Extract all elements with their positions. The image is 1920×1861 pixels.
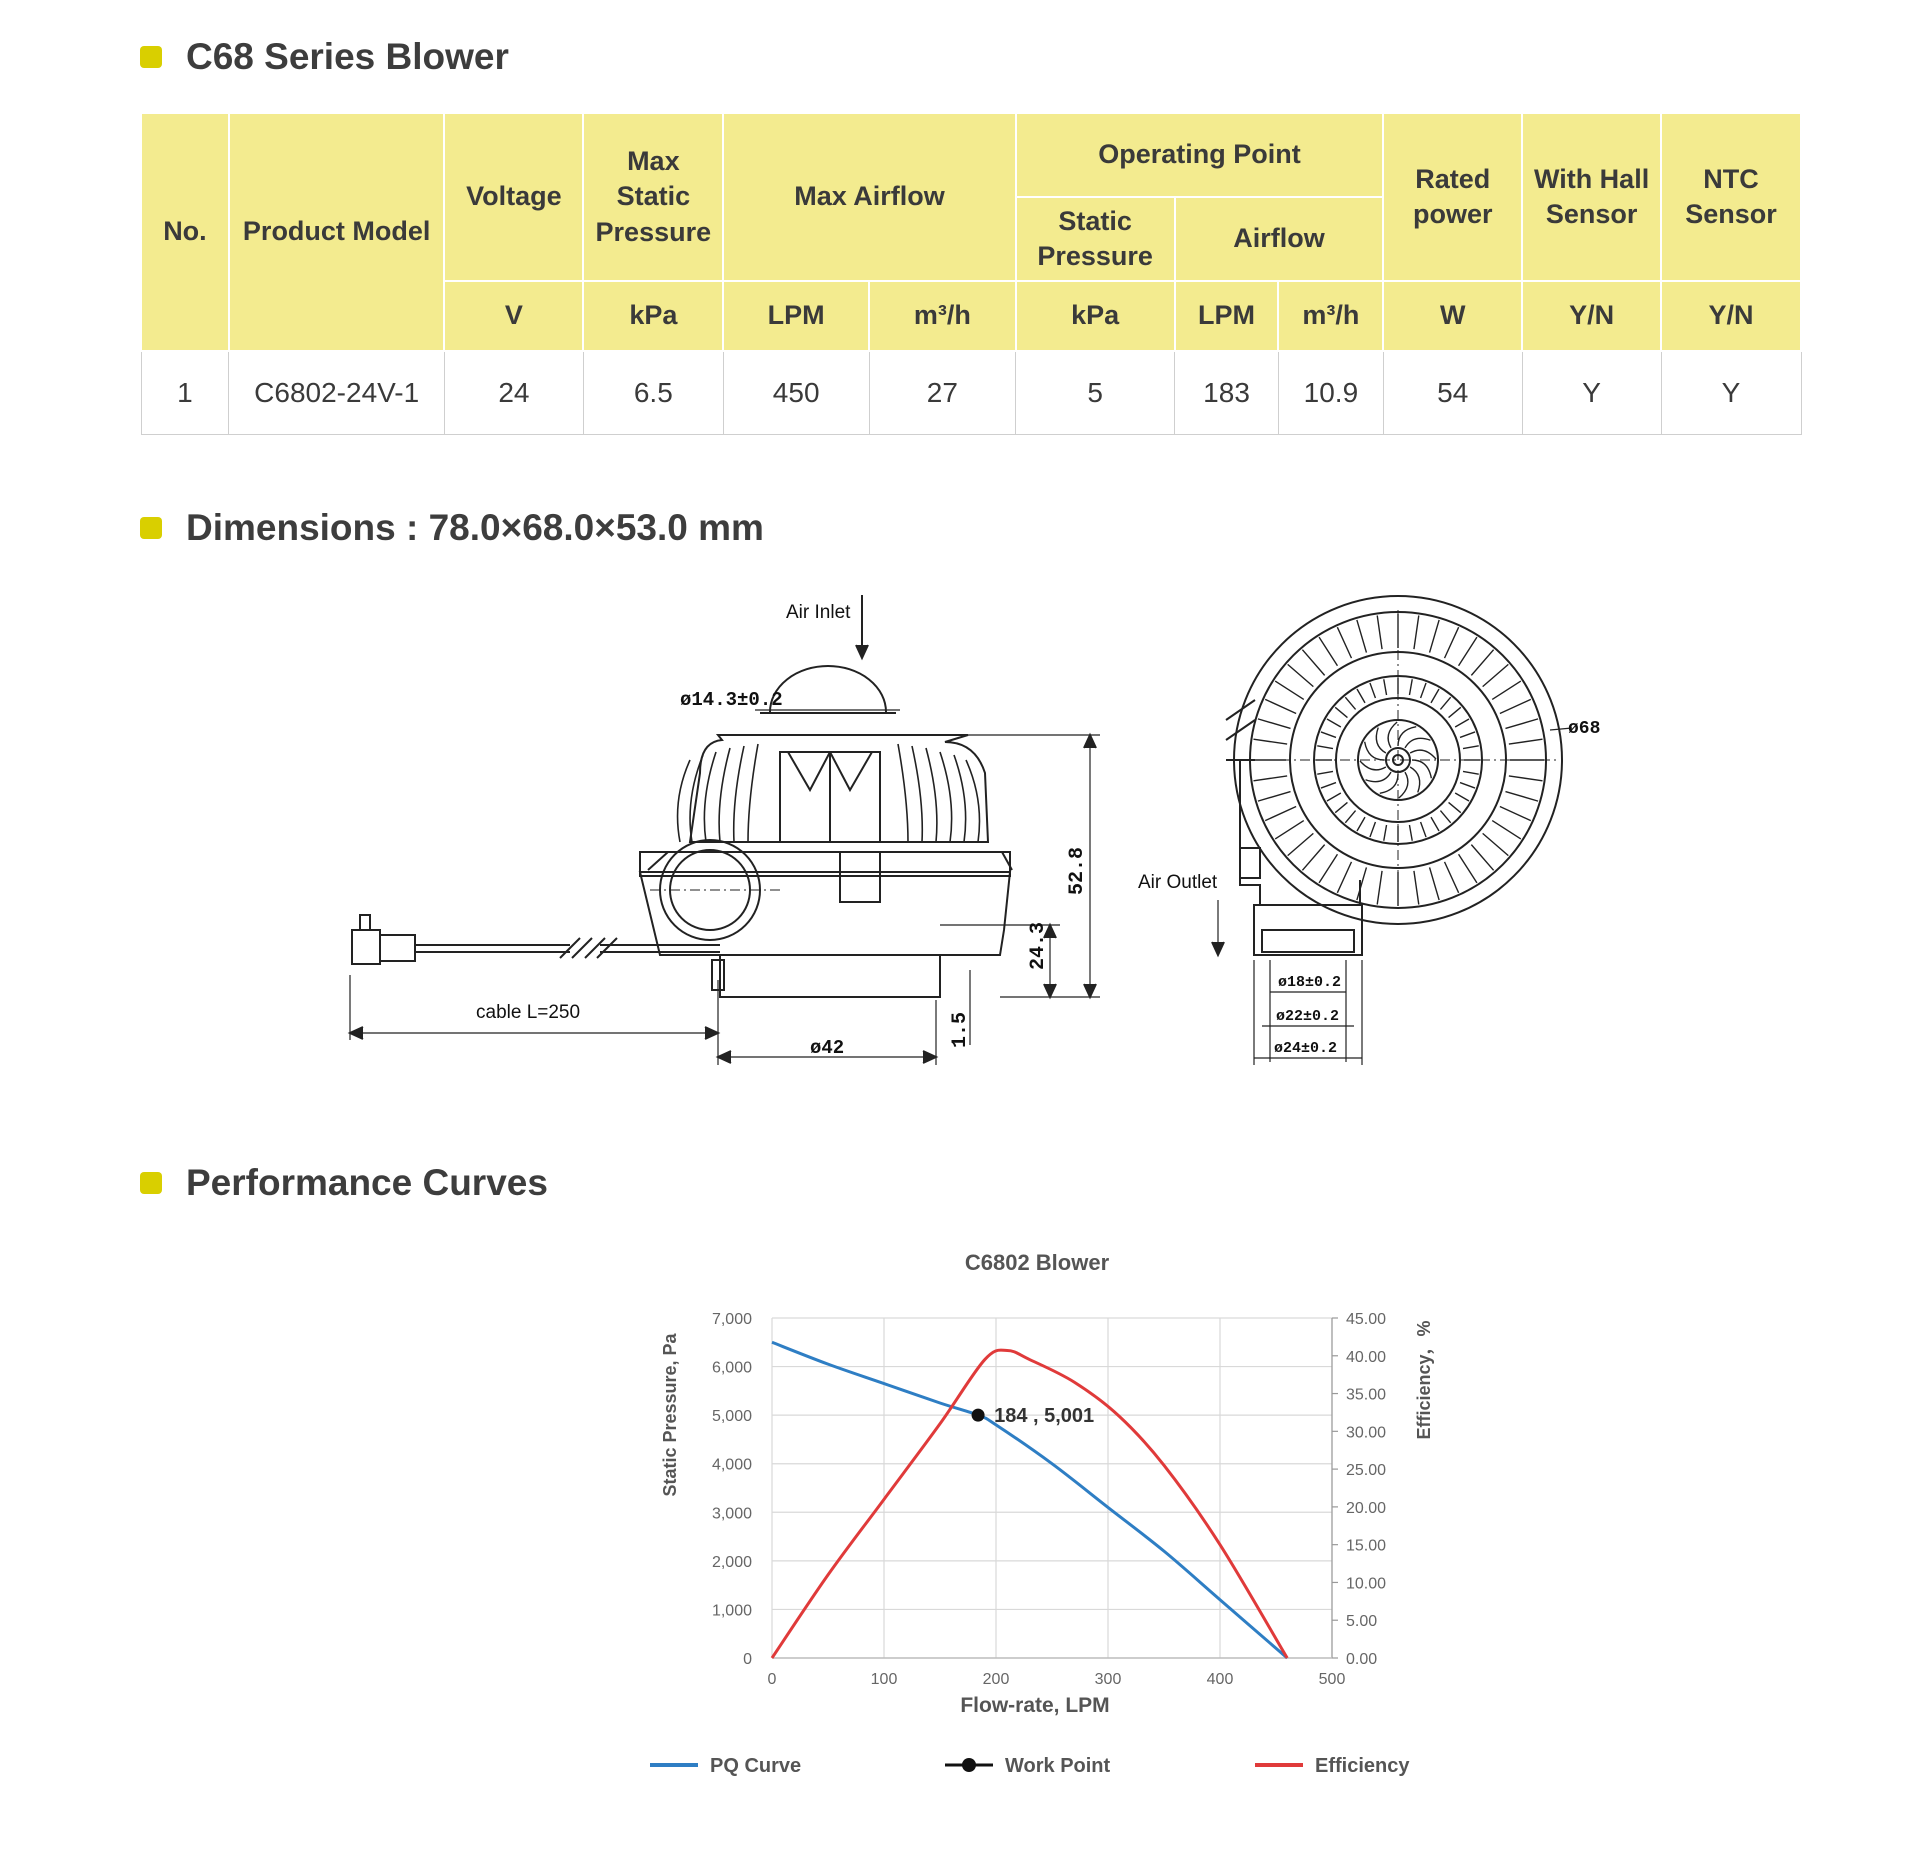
- slot-line: [1449, 802, 1461, 812]
- fin-line: [1509, 776, 1543, 781]
- cell-ntc: Y: [1661, 351, 1801, 435]
- header-rated-power: Rated power: [1383, 113, 1522, 281]
- cell-model: C6802-24V-1: [229, 351, 445, 435]
- outlet-diameter-3-label: ø24±0.2: [1274, 1040, 1338, 1057]
- slot-line: [1345, 811, 1355, 823]
- impeller-blade: [1360, 761, 1386, 770]
- performance-section-heading: [140, 1162, 548, 1204]
- y-tick-label: 3,000: [711, 1505, 752, 1523]
- slot-line: [1384, 679, 1387, 695]
- efficiency-curve: [772, 1350, 1287, 1658]
- fin-line: [1505, 719, 1538, 729]
- fin-line: [1275, 821, 1304, 839]
- slot-line: [1440, 697, 1450, 709]
- fin-line: [1492, 821, 1521, 839]
- fin-line: [1377, 615, 1382, 649]
- work-point-marker: [972, 1409, 985, 1422]
- impeller-blade: [1405, 738, 1430, 748]
- fin-line: [1357, 620, 1367, 653]
- legend-pq-label: PQ Curve: [710, 1755, 802, 1777]
- slot-line: [1455, 793, 1469, 801]
- unit-rated-power: W: [1383, 281, 1522, 351]
- fin-line: [1302, 845, 1324, 871]
- dimensions-title: Dimensions : 78.0×68.0×53.0 mm: [186, 507, 764, 548]
- y2-tick-label: 10.00: [1346, 1575, 1387, 1593]
- fin-line: [1377, 871, 1382, 905]
- fin-line: [1357, 867, 1367, 900]
- impeller-blade: [1410, 750, 1436, 759]
- fin-line: [1265, 699, 1296, 713]
- fin-line: [1258, 792, 1291, 802]
- header-max-airflow: Max Airflow: [723, 113, 1015, 281]
- fin-line: [1445, 627, 1459, 658]
- x-tick-label: 500: [1318, 1671, 1346, 1688]
- unit-max-airflow-m3h: m³/h: [869, 281, 1016, 351]
- slot-line: [1463, 746, 1479, 749]
- unit-voltage: V: [444, 281, 583, 351]
- impeller-blade: [1398, 727, 1416, 746]
- fin-line: [1288, 833, 1314, 855]
- slot-line: [1409, 825, 1412, 841]
- y2-tick-label: 20.00: [1346, 1499, 1387, 1517]
- cell-max-airflow-lpm: 450: [723, 351, 869, 435]
- impeller-blade: [1399, 772, 1408, 798]
- header-hall-sensor: With Hall Sensor: [1522, 113, 1661, 281]
- series-title: C68 Series Blower: [186, 36, 509, 77]
- header-operating-point: Operating Point: [1016, 113, 1384, 197]
- inlet-diameter-label: ø14.3±0.2: [680, 689, 783, 711]
- bullet-icon: [140, 1172, 162, 1194]
- y-tick-label: 5,000: [711, 1408, 752, 1426]
- header-voltage: Voltage: [444, 113, 583, 281]
- fin-line: [1337, 627, 1351, 658]
- cell-op-airflow-lpm: 183: [1175, 351, 1279, 435]
- slot-line: [1460, 783, 1475, 788]
- fin-line: [1483, 664, 1509, 686]
- slot-line: [1317, 771, 1333, 774]
- fin-line: [1302, 650, 1324, 676]
- y2-axis-label: Efficiency，%: [1414, 1320, 1434, 1440]
- chart-title: C6802 Blower: [964, 1250, 1110, 1275]
- slot-line: [1327, 793, 1341, 801]
- work-point-label: 184 , 5,001: [994, 1405, 1095, 1428]
- slot-line: [1335, 802, 1347, 812]
- fin-line: [1471, 845, 1493, 871]
- slot-line: [1345, 697, 1355, 709]
- slot-line: [1431, 817, 1439, 831]
- fin-line: [1288, 664, 1314, 686]
- x-tick-label: 300: [1094, 1671, 1122, 1688]
- y2-tick-label: 35.00: [1346, 1386, 1387, 1404]
- cell-voltage: 24: [444, 351, 583, 435]
- header-max-static-pressure: Max Static Pressure: [583, 113, 723, 281]
- y2-tick-label: 15.00: [1346, 1537, 1387, 1555]
- impeller-blade: [1388, 722, 1397, 748]
- fin-line: [1337, 862, 1351, 893]
- impeller-blade: [1376, 728, 1386, 753]
- cell-hall: Y: [1522, 351, 1661, 435]
- y-tick-label: 6,000: [711, 1359, 752, 1377]
- y2-tick-label: 30.00: [1346, 1424, 1387, 1442]
- cell-op-pressure: 5: [1016, 351, 1175, 435]
- y-tick-label: 0: [743, 1651, 752, 1668]
- inlet-dome: [770, 666, 886, 712]
- slot-line: [1327, 719, 1341, 727]
- slot-line: [1321, 732, 1336, 737]
- slot-line: [1460, 732, 1475, 737]
- fin-line: [1414, 871, 1419, 905]
- impeller-blade: [1365, 742, 1384, 760]
- height-lower-label: 24.3: [1027, 921, 1050, 970]
- slot-line: [1409, 679, 1412, 695]
- header-op-airflow: Airflow: [1175, 197, 1384, 281]
- y2-tick-label: 40.00: [1346, 1348, 1387, 1366]
- slot-line: [1370, 683, 1375, 698]
- cell-max-pressure: 6.5: [583, 351, 723, 435]
- y-tick-label: 2,000: [711, 1553, 752, 1571]
- unit-max-static-pressure: kPa: [583, 281, 723, 351]
- header-no: No.: [141, 113, 229, 351]
- slot-line: [1370, 822, 1375, 837]
- slot-line: [1357, 689, 1365, 703]
- unit-max-airflow-lpm: LPM: [723, 281, 869, 351]
- y2-tick-label: 0.00: [1346, 1651, 1378, 1668]
- x-tick-label: 100: [870, 1671, 898, 1688]
- impeller-blade: [1366, 772, 1391, 782]
- unit-ntc-sensor: Y/N: [1661, 281, 1801, 351]
- slot-line: [1421, 683, 1426, 698]
- fin-line: [1430, 620, 1440, 653]
- fin-line: [1500, 699, 1531, 713]
- fin-line: [1492, 681, 1521, 699]
- fin-line: [1319, 854, 1337, 883]
- x-tick-label: 0: [767, 1671, 777, 1688]
- legend-work-point-marker: [962, 1758, 976, 1772]
- x-tick-label: 400: [1206, 1671, 1234, 1688]
- unit-op-static-pressure: kPa: [1016, 281, 1175, 351]
- y-tick-label: 7,000: [711, 1311, 752, 1328]
- fin-line: [1265, 807, 1296, 821]
- unit-op-airflow-m3h: m³/h: [1278, 281, 1383, 351]
- header-ntc-sensor: NTC Sensor: [1661, 113, 1801, 281]
- fin-line: [1505, 792, 1538, 802]
- base-offset-label: 1.5: [949, 1011, 972, 1048]
- slot-line: [1317, 746, 1333, 749]
- fin-line: [1414, 615, 1419, 649]
- fin-line: [1483, 833, 1509, 855]
- y2-tick-label: 25.00: [1346, 1462, 1387, 1480]
- legend-efficiency-label: Efficiency: [1315, 1755, 1410, 1777]
- unit-hall-sensor: Y/N: [1522, 281, 1661, 351]
- slot-line: [1384, 825, 1387, 841]
- header-product-model: Product Model: [229, 113, 445, 351]
- cable-label: cable L=250: [476, 1002, 581, 1023]
- fin-line: [1430, 867, 1440, 900]
- fin-line: [1509, 739, 1543, 744]
- header-op-static-pressure: Static Pressure: [1016, 197, 1175, 281]
- y-tick-label: 4,000: [711, 1456, 752, 1474]
- slot-line: [1431, 689, 1439, 703]
- y2-tick-label: 45.00: [1346, 1311, 1387, 1328]
- impeller-blade: [1410, 767, 1420, 792]
- slot-line: [1463, 771, 1479, 774]
- pq-curve: [772, 1342, 1287, 1658]
- fin-line: [1471, 650, 1493, 676]
- outlet-diameter-2-label: ø22±0.2: [1276, 1008, 1340, 1025]
- legend-work-point-label: Work Point: [1005, 1755, 1111, 1777]
- slot-line: [1335, 707, 1347, 717]
- performance-title: Performance Curves: [186, 1162, 548, 1203]
- y2-tick-label: 5.00: [1346, 1613, 1378, 1631]
- cell-rated-power: 54: [1383, 351, 1522, 435]
- y-tick-label: 1,000: [711, 1602, 752, 1620]
- fin-line: [1275, 681, 1304, 699]
- y-axis-label: Static Pressure, Pa: [660, 1333, 680, 1497]
- fin-line: [1319, 637, 1337, 666]
- outer-diameter-label: ø68: [1568, 719, 1601, 739]
- fin-line: [1253, 776, 1287, 781]
- impeller-blade: [1412, 760, 1431, 778]
- fin-line: [1258, 719, 1291, 729]
- unit-op-airflow-lpm: LPM: [1175, 281, 1279, 351]
- fin-line: [1459, 637, 1477, 666]
- fin-line: [1459, 854, 1477, 883]
- height-total-label: 52.8: [1066, 846, 1089, 895]
- outlet-diameter-1-label: ø18±0.2: [1278, 974, 1342, 991]
- x-tick-label: 200: [982, 1671, 1010, 1688]
- air-outlet-label: Air Outlet: [1138, 872, 1218, 893]
- fin-line: [1445, 862, 1459, 893]
- cell-op-airflow-m3h: 10.9: [1278, 351, 1383, 435]
- slot-line: [1357, 817, 1365, 831]
- air-inlet-label: Air Inlet: [786, 602, 851, 623]
- base-diameter-label: ø42: [810, 1037, 845, 1059]
- fin-line: [1500, 807, 1531, 821]
- front-view: [1226, 596, 1572, 955]
- impeller-blade: [1380, 774, 1398, 793]
- fin-line: [1253, 739, 1287, 744]
- cell-max-airflow-m3h: 27: [869, 351, 1016, 435]
- slot-line: [1421, 822, 1426, 837]
- slot-line: [1440, 811, 1450, 823]
- slot-line: [1455, 719, 1469, 727]
- x-axis-label: Flow-rate, LPM: [960, 1694, 1110, 1717]
- slot-line: [1449, 707, 1461, 717]
- slot-line: [1321, 783, 1336, 788]
- cell-no: 1: [141, 351, 229, 435]
